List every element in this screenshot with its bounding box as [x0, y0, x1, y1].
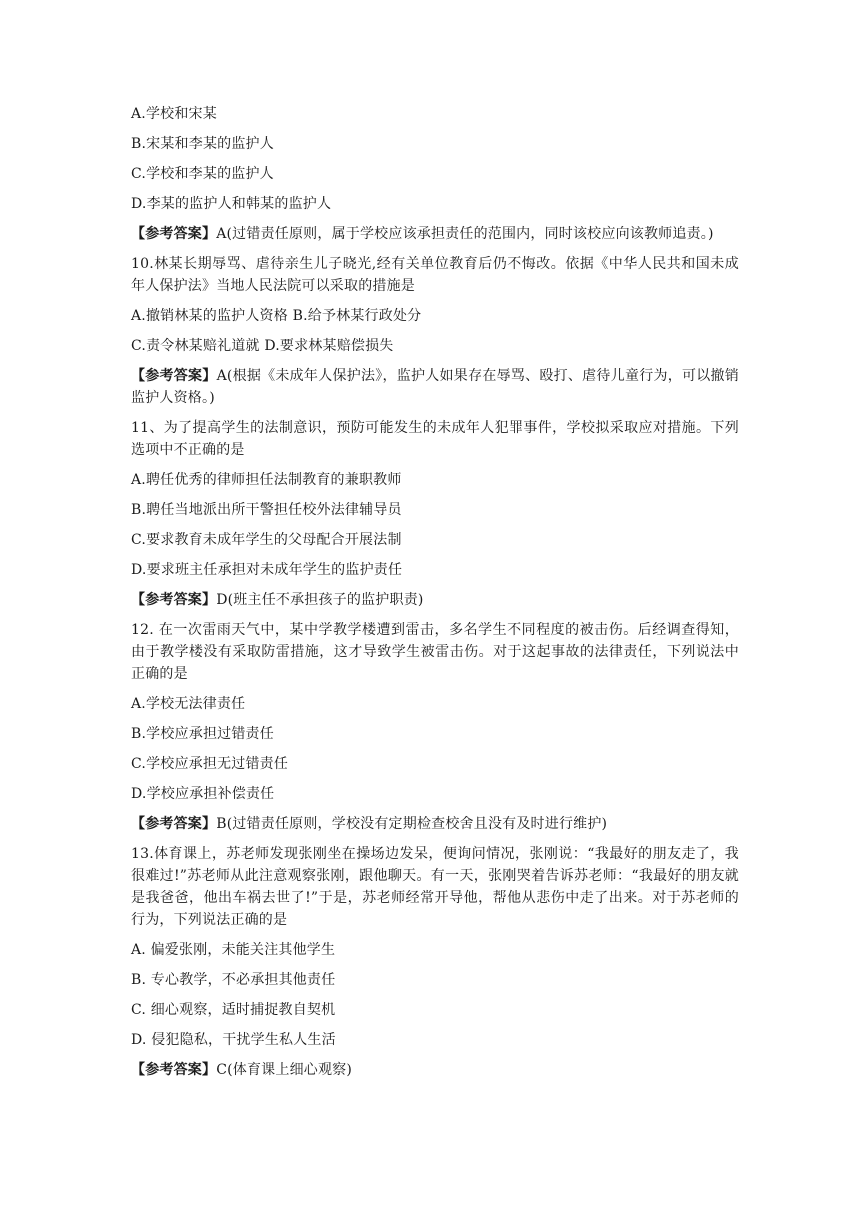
answer-text: C(体育课上细心观察) [216, 1062, 353, 1078]
option-line: D.学校应承担补偿责任 [131, 786, 275, 802]
answer-text: D(班主任不承担孩子的监护职责) [216, 592, 424, 608]
answer-label: 【参考答案】 [131, 816, 217, 832]
answer-label: 【参考答案】 [131, 368, 217, 384]
option-line: B.聘任当地派出所干警担任校外法律辅导员 [131, 502, 402, 518]
answer-line [131, 365, 739, 409]
document-page [131, 103, 739, 1089]
answer-line [131, 589, 739, 611]
answer-line [131, 813, 739, 835]
answer-line [131, 223, 739, 245]
answer-text: A(根据《未成年人保护法》，监护人如果存在辱骂、殴打、虐待儿童行为，可以撤销监护人资格。) [131, 368, 739, 406]
option-line: C. 细心观察，适时捕捉教自契机 [131, 1002, 336, 1018]
answer-text: B(过错责任原则，学校没有定期检查校舍且没有及时进行维护) [216, 816, 608, 832]
option-line: D.李某的监护人和韩某的监护人 [131, 196, 332, 212]
option-line: B. 专心教学，不必承担其他责任 [131, 972, 336, 988]
question-line: 11、为了提高学生的法制意识，预防可能发生的未成年人犯罪事件，学校拟采取应对措施。下列选项中不正确的是 [131, 420, 739, 458]
option-line: B.学校应承担过错责任 [131, 726, 274, 742]
answer-text: A(过错责任原则，属于学校应该承担责任的范围内，同时该校应向该教师追责。) [216, 226, 714, 242]
option-line: A.学校无法律责任 [131, 696, 246, 712]
option-line: A.学校和宋某 [131, 106, 217, 122]
option-line: A.撤销林某的监护人资格 B.给予林某行政处分 [131, 308, 422, 324]
answer-label: 【参考答案】 [131, 226, 217, 242]
answer-line [131, 1059, 739, 1081]
option-line: D.要求班主任承担对未成年学生的监护责任 [131, 562, 403, 578]
option-line: C.责令林某赔礼道就 D.要求林某赔偿损失 [131, 338, 394, 354]
option-line: C.要求教育未成年学生的父母配合开展法制 [131, 532, 402, 548]
option-line: A.聘任优秀的律师担任法制教育的兼职教师 [131, 472, 402, 488]
option-line: D. 侵犯隐私，干扰学生私人生活 [131, 1032, 336, 1048]
option-line: C.学校和李某的监护人 [131, 166, 274, 182]
option-line: C.学校应承担无过错责任 [131, 756, 289, 772]
option-line: A. 偏爱张刚，未能关注其他学生 [131, 942, 336, 958]
question-line: 10.林某长期辱骂、虐待亲生儿子晓光,经有关单位教育后仍不悔改。依据《中华人民共和国未成年人保护法》当地人民法院可以采取的措施是 [131, 256, 739, 294]
answer-label: 【参考答案】 [131, 1062, 217, 1078]
answer-label: 【参考答案】 [131, 592, 217, 608]
question-line: 12. 在一次雷雨天气中，某中学教学楼遭到雷击，多名学生不同程度的被击伤。后经调查得知，由于教学楼没有采取防雷措施，这才导致学生被雷击伤。对于这起事故的法律责任，下列说法中正确的是 [131, 622, 739, 682]
question-line: 13.体育课上，苏老师发现张刚坐在操场边发呆，便询问情况，张刚说：“我最好的朋友走了，我很难过!”苏老师从此注意观察张刚，跟他聊天。有一天，张刚哭着告诉苏老师：“我最好的朋友就是我爸爸，他出车祸去世了!”于是，苏老师经常开导他，帮他从悲伤中走了出来。对于苏老师的行为，下列说法正确的是 [131, 846, 739, 928]
option-line: B.宋某和李某的监护人 [131, 136, 274, 152]
